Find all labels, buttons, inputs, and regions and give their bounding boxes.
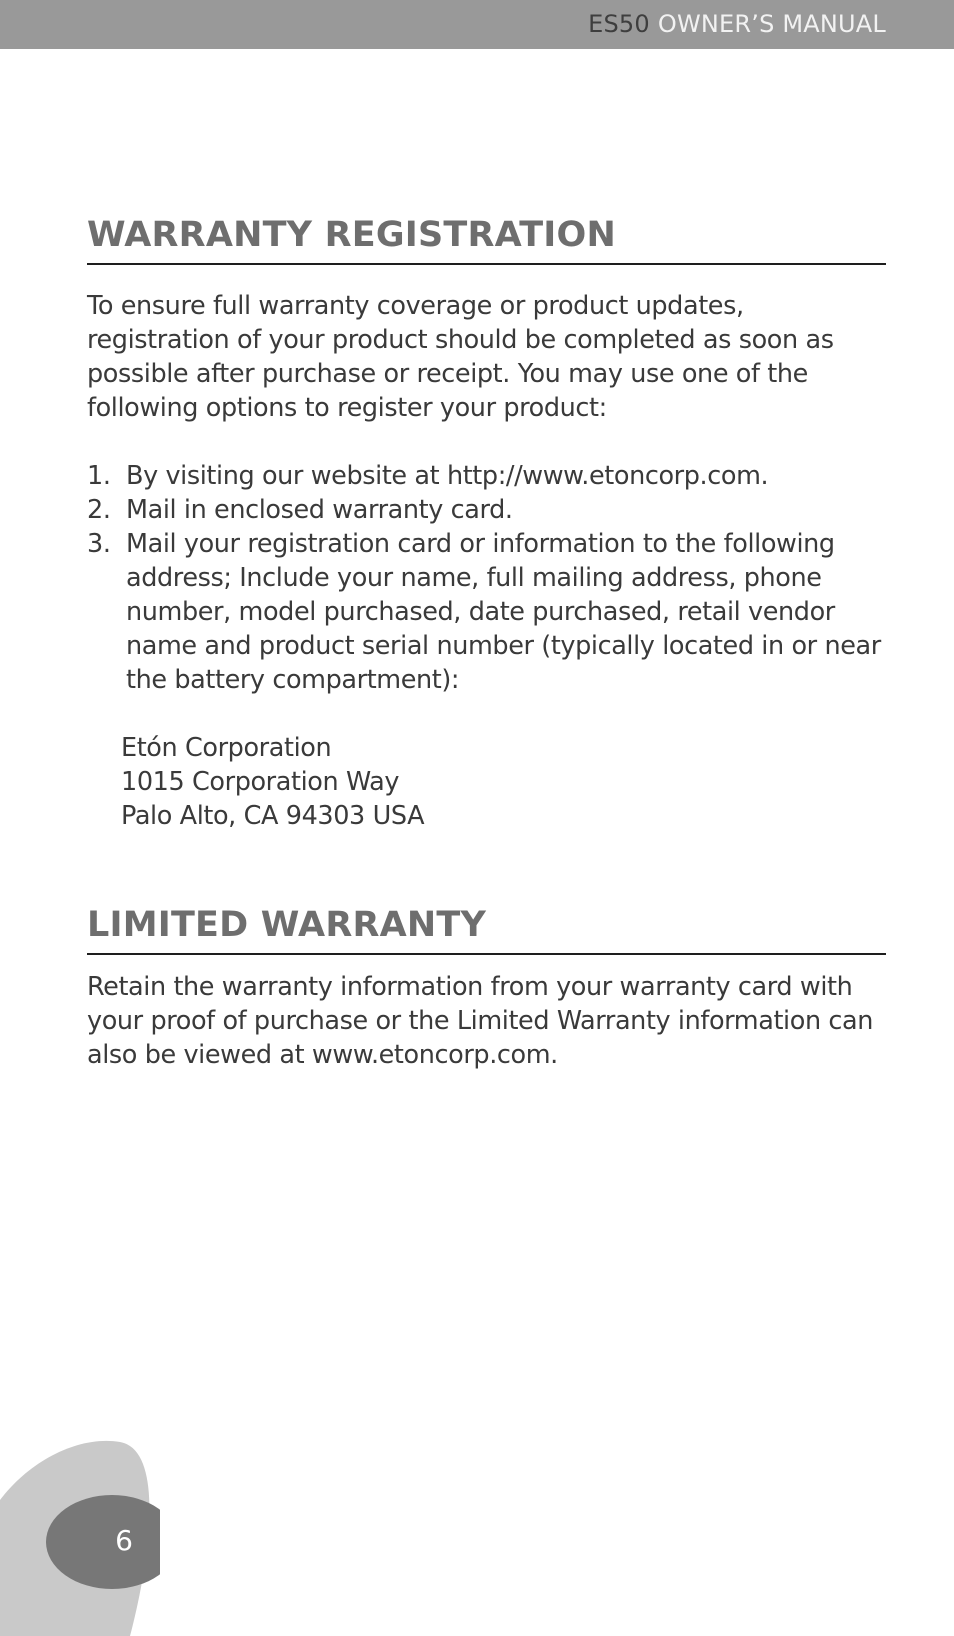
list-item-number: 2.: [87, 495, 111, 525]
header-title: [588, 10, 886, 38]
list-item-text: By visiting our website at http://www.etoncorp.com.: [126, 461, 769, 491]
address-line-street: 1015 Corporation Way: [121, 767, 400, 797]
registration-options-list: [87, 459, 887, 697]
manual-title: OWNER’S MANUAL: [657, 10, 886, 38]
list-item-number: 3.: [87, 529, 111, 559]
limited-warranty-heading: LIMITED WARRANTY: [87, 903, 886, 955]
list-item-number: 1.: [87, 461, 111, 491]
list-item-text: Mail your registration card or information to the following address; Include your name, full mailing address, phone number, model purchased, date purchased, retail vendor name and product serial number (typically located in or near the battery compartment):: [126, 529, 881, 695]
warranty-registration-heading: WARRANTY REGISTRATION: [87, 213, 886, 265]
limited-warranty-text: Retain the warranty information from your warranty card with your proof of purchase or the Limited Warranty information can also be viewed at www.etoncorp.com.: [87, 972, 874, 1070]
list-item: [87, 527, 887, 697]
header-bar: [0, 0, 954, 49]
list-item: [87, 493, 887, 527]
list-item-text: Mail in enclosed warranty card.: [126, 495, 513, 525]
mailing-address: [121, 731, 424, 833]
model-name: ES50: [588, 10, 650, 38]
registration-intro: To ensure full warranty coverage or product updates, registration of your product should be completed as soon as possible after purchase or receipt. You may use one of the following options to register your product:: [87, 291, 834, 423]
address-line-company: Etón Corporation: [121, 733, 332, 763]
address-line-city: Palo Alto, CA 94303 USA: [121, 801, 425, 831]
page-number: 6: [115, 1524, 133, 1557]
list-item: [87, 459, 887, 493]
